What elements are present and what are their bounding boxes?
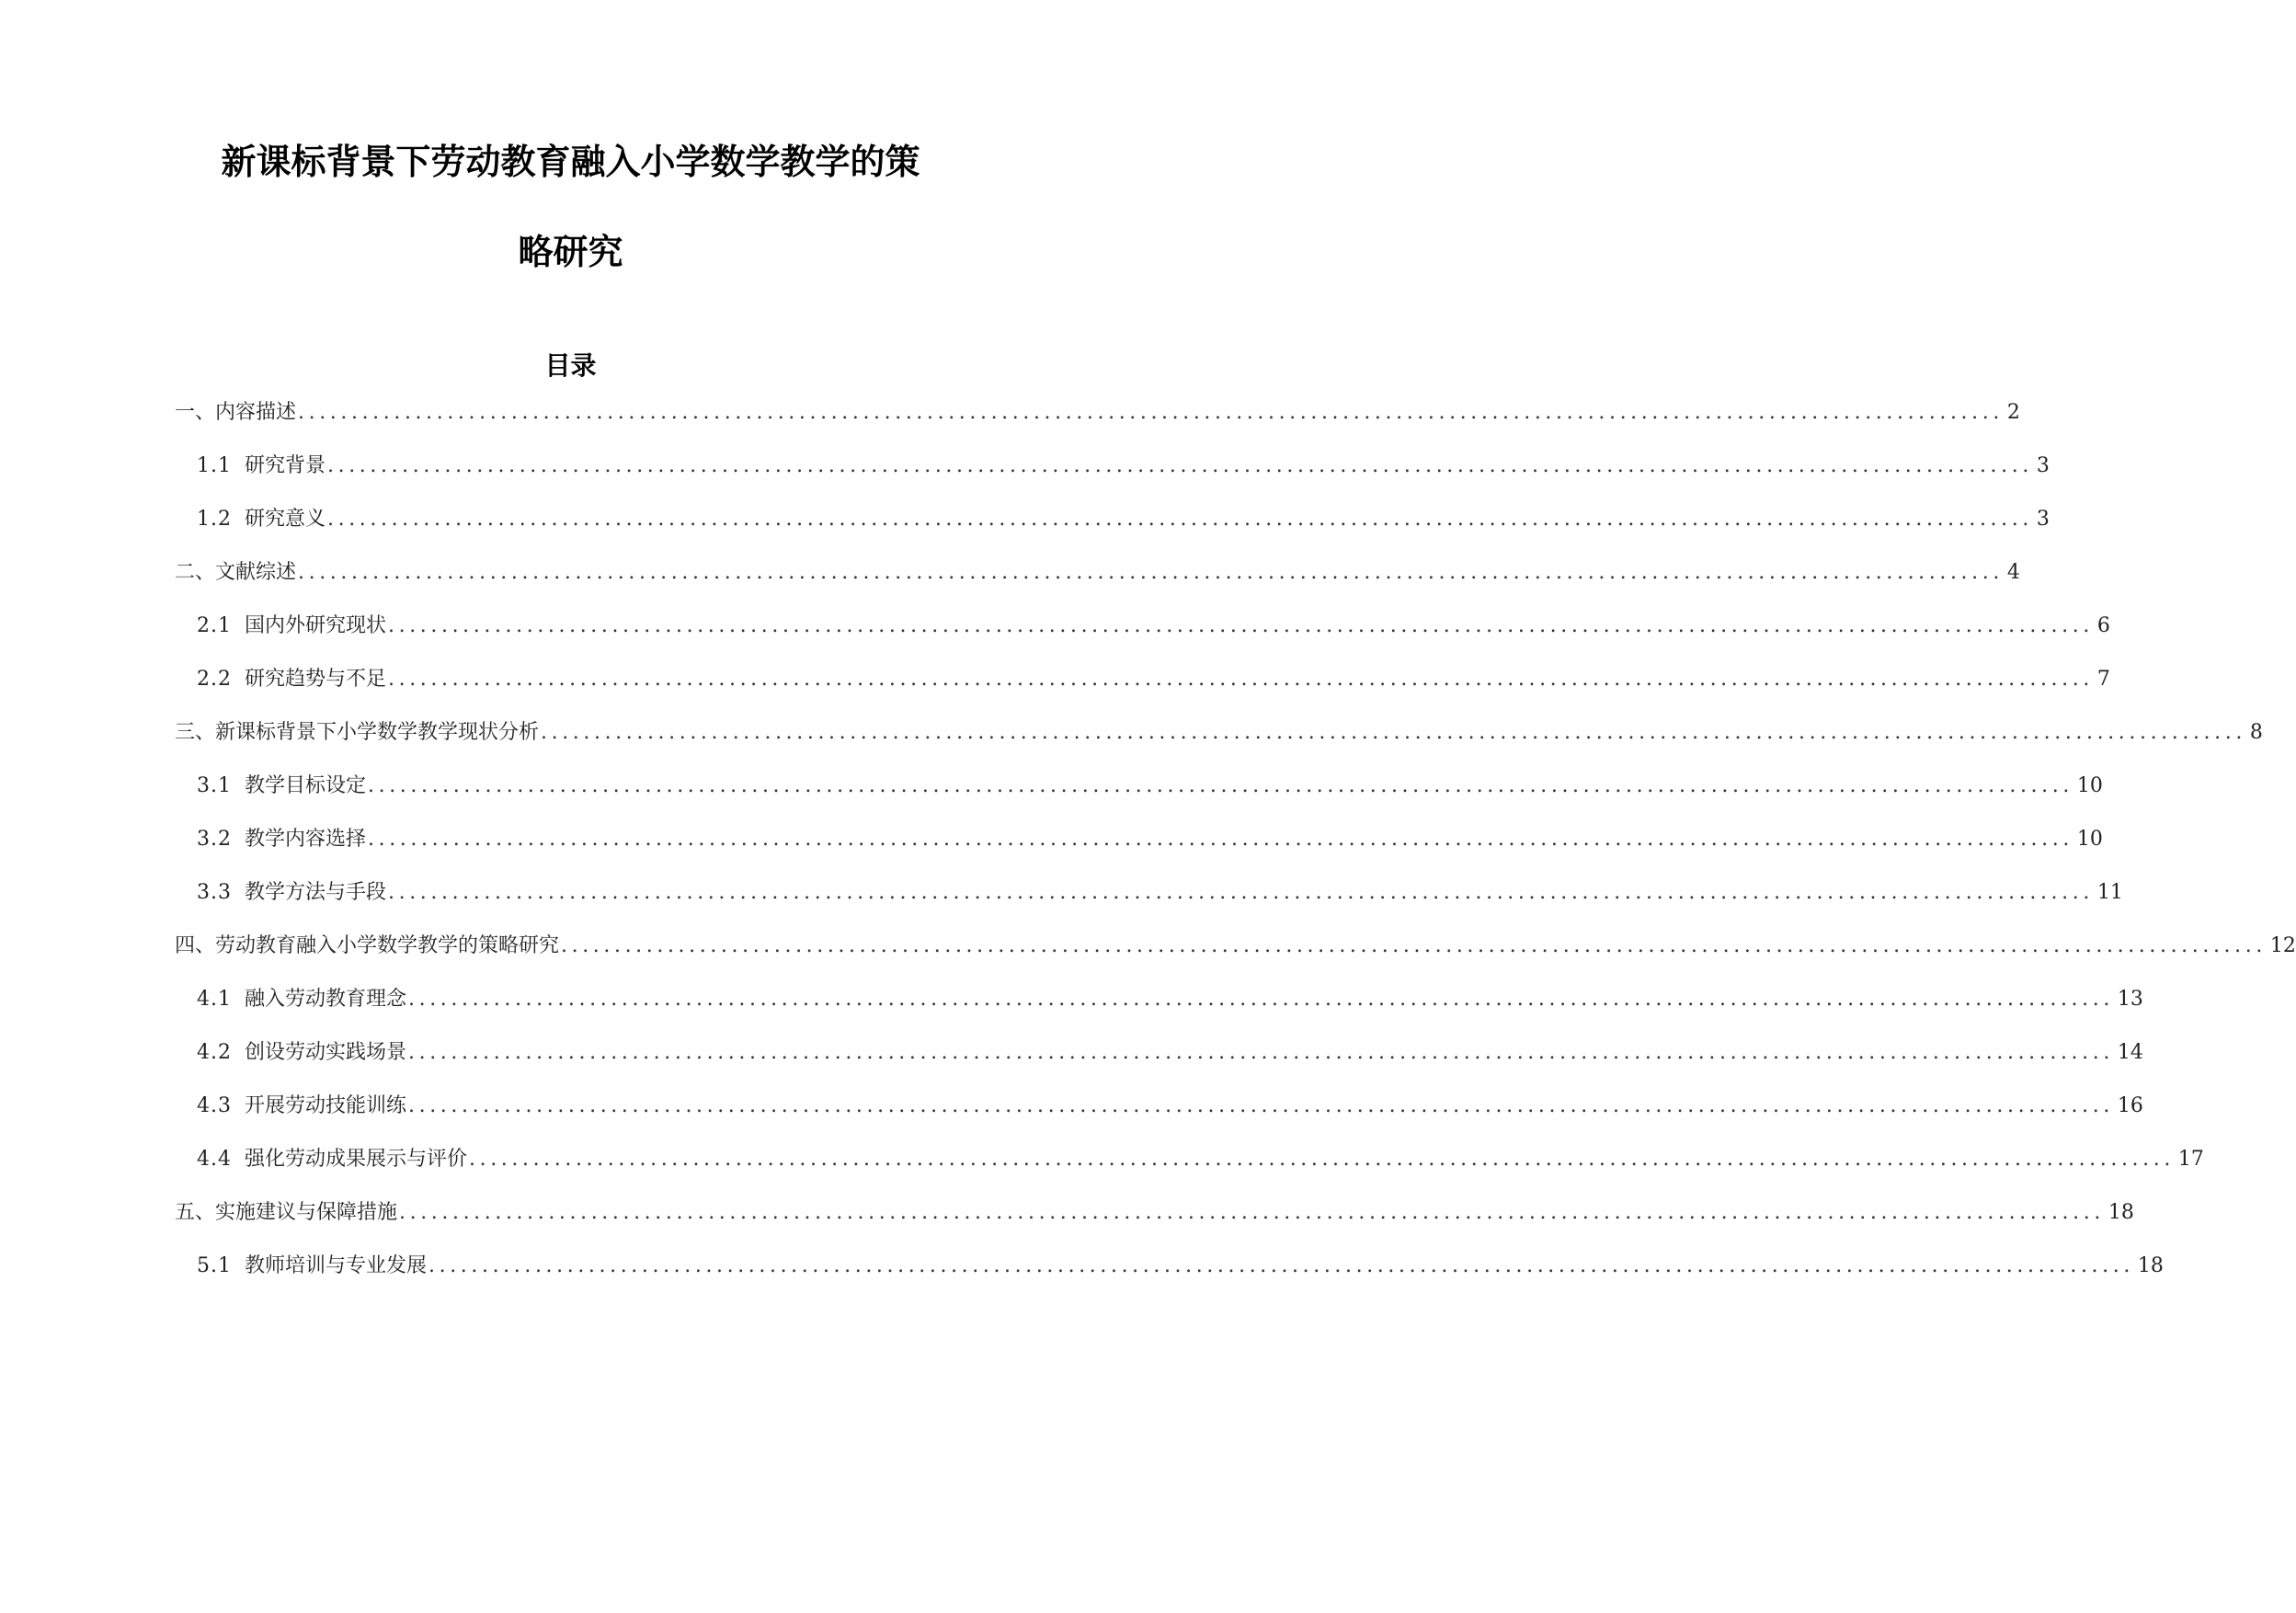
toc-entry-page-number: 13 xyxy=(2117,988,2143,1011)
toc-entry-number: 2.1 xyxy=(197,614,232,637)
toc-entry-number: 1.1 xyxy=(197,454,232,477)
toc-entry-label: 创设劳动实践场景 xyxy=(245,1041,407,1064)
toc-dot-leader: ................................................................................................................................................................ xyxy=(408,1094,2114,1117)
toc-entry-number: 1.2 xyxy=(197,508,232,531)
toc-entry-label: 二、文献综述 xyxy=(175,561,297,584)
toc-entry-page-number: 10 xyxy=(2076,828,2103,851)
toc-entry[interactable] xyxy=(197,1092,2143,1120)
toc-entry[interactable] xyxy=(175,932,2296,960)
toc-entry-page-number: 16 xyxy=(2117,1094,2143,1117)
toc-entry-page-number: 14 xyxy=(2117,1041,2143,1064)
toc-dot-leader: ................................................................................................................................................................ xyxy=(388,668,2094,691)
toc-entry-page-number: 18 xyxy=(2108,1201,2134,1224)
toc-dot-leader: ................................................................................................................................................................ xyxy=(298,401,2004,424)
document-title-line-2: 略研究 xyxy=(518,231,623,272)
toc-entry-label: 融入劳动教育理念 xyxy=(245,988,407,1011)
toc-entry[interactable] xyxy=(197,452,2050,480)
toc-entry-number: 3.2 xyxy=(197,828,232,851)
toc-entry-page-number: 4 xyxy=(2006,561,2020,584)
toc-entry-number: 3.1 xyxy=(197,774,232,797)
toc-dot-leader: ................................................................................................................................................................ xyxy=(408,988,2114,1011)
toc-dot-leader: ................................................................................................................................................................ xyxy=(399,1201,2105,1224)
toc-entry-label: 教学内容选择 xyxy=(245,828,367,851)
toc-entry-page-number: 10 xyxy=(2076,774,2103,797)
toc-entry-label: 三、新课标背景下小学数学教学现状分析 xyxy=(175,721,540,744)
toc-entry-page-number: 3 xyxy=(2036,508,2050,531)
toc-entry[interactable] xyxy=(175,399,2020,427)
toc-entry-page-number: 11 xyxy=(2096,881,2123,904)
toc-entry[interactable] xyxy=(175,719,2263,747)
toc-entry-label: 研究背景 xyxy=(245,454,326,477)
toc-dot-leader: ................................................................................................................................................................ xyxy=(327,454,2033,477)
toc-dot-leader: ................................................................................................................................................................ xyxy=(368,774,2073,797)
toc-entry-label: 四、劳动教育融入小学数学教学的策略研究 xyxy=(175,934,560,957)
toc-entry-label: 教师培训与专业发展 xyxy=(245,1254,428,1277)
toc-dot-leader: ................................................................................................................................................................ xyxy=(388,881,2094,904)
toc-entry-label: 开展劳动技能训练 xyxy=(245,1094,407,1117)
toc-entry-number: 4.1 xyxy=(197,988,232,1011)
toc-entry-label: 教学目标设定 xyxy=(245,774,367,797)
toc-entry[interactable] xyxy=(197,1039,2143,1067)
toc-entry-page-number: 18 xyxy=(2137,1254,2164,1277)
toc-dot-leader: ................................................................................................................................................................ xyxy=(327,508,2033,531)
toc-entry-label: 五、实施建议与保障措施 xyxy=(175,1201,398,1224)
toc-entry-page-number: 7 xyxy=(2096,668,2110,691)
toc-entry[interactable] xyxy=(197,1253,2164,1280)
toc-entry-label: 一、内容描述 xyxy=(175,401,297,424)
toc-heading: 目录 xyxy=(544,350,597,381)
toc-entry-page-number: 6 xyxy=(2096,614,2110,637)
toc-dot-leader: ................................................................................................................................................................ xyxy=(368,828,2073,851)
toc-entry[interactable] xyxy=(197,986,2143,1013)
toc-entry-label: 强化劳动成果展示与评价 xyxy=(245,1148,468,1171)
toc-entry-label: 教学方法与手段 xyxy=(245,881,387,904)
document-title-line-1: 新课标背景下劳动教育融入小学数学教学的策 xyxy=(221,141,920,182)
toc-entry[interactable] xyxy=(197,612,2110,640)
toc-dot-leader: ................................................................................................................................................................ xyxy=(541,721,2246,744)
toc-entry-number: 2.2 xyxy=(197,668,232,691)
toc-entry-label: 研究趋势与不足 xyxy=(245,668,387,691)
toc-entry[interactable] xyxy=(197,666,2110,693)
toc-entry-page-number: 12 xyxy=(2269,934,2296,957)
toc-entry-page-number: 17 xyxy=(2177,1148,2204,1171)
toc-entry-number: 4.4 xyxy=(197,1148,232,1171)
toc-entry-label: 研究意义 xyxy=(245,508,326,531)
toc-entry[interactable] xyxy=(197,826,2103,853)
toc-dot-leader: ................................................................................................................................................................ xyxy=(298,561,2004,584)
toc-entry-number: 4.3 xyxy=(197,1094,232,1117)
toc-dot-leader: ................................................................................................................................................................ xyxy=(428,1254,2134,1277)
toc-dot-leader: ................................................................................................................................................................ xyxy=(561,934,2267,957)
toc-entry[interactable] xyxy=(197,772,2103,800)
toc-dot-leader: ................................................................................................................................................................ xyxy=(408,1041,2114,1064)
toc-entry[interactable] xyxy=(197,1146,2204,1173)
toc-entry-page-number: 2 xyxy=(2006,401,2020,424)
toc-entry-number: 4.2 xyxy=(197,1041,232,1064)
toc-entry-page-number: 3 xyxy=(2036,454,2050,477)
toc-entry-label: 国内外研究现状 xyxy=(245,614,387,637)
toc-entry[interactable] xyxy=(197,879,2123,907)
toc-dot-leader: ................................................................................................................................................................ xyxy=(469,1148,2175,1171)
toc-entry[interactable] xyxy=(175,559,2020,587)
toc-dot-leader: ................................................................................................................................................................ xyxy=(388,614,2094,637)
toc-entry[interactable] xyxy=(197,506,2050,533)
toc-entry-number: 5.1 xyxy=(197,1254,232,1277)
toc-entry-page-number: 8 xyxy=(2249,721,2263,744)
toc-entry-number: 3.3 xyxy=(197,881,232,904)
toc-entry[interactable] xyxy=(175,1199,2134,1227)
